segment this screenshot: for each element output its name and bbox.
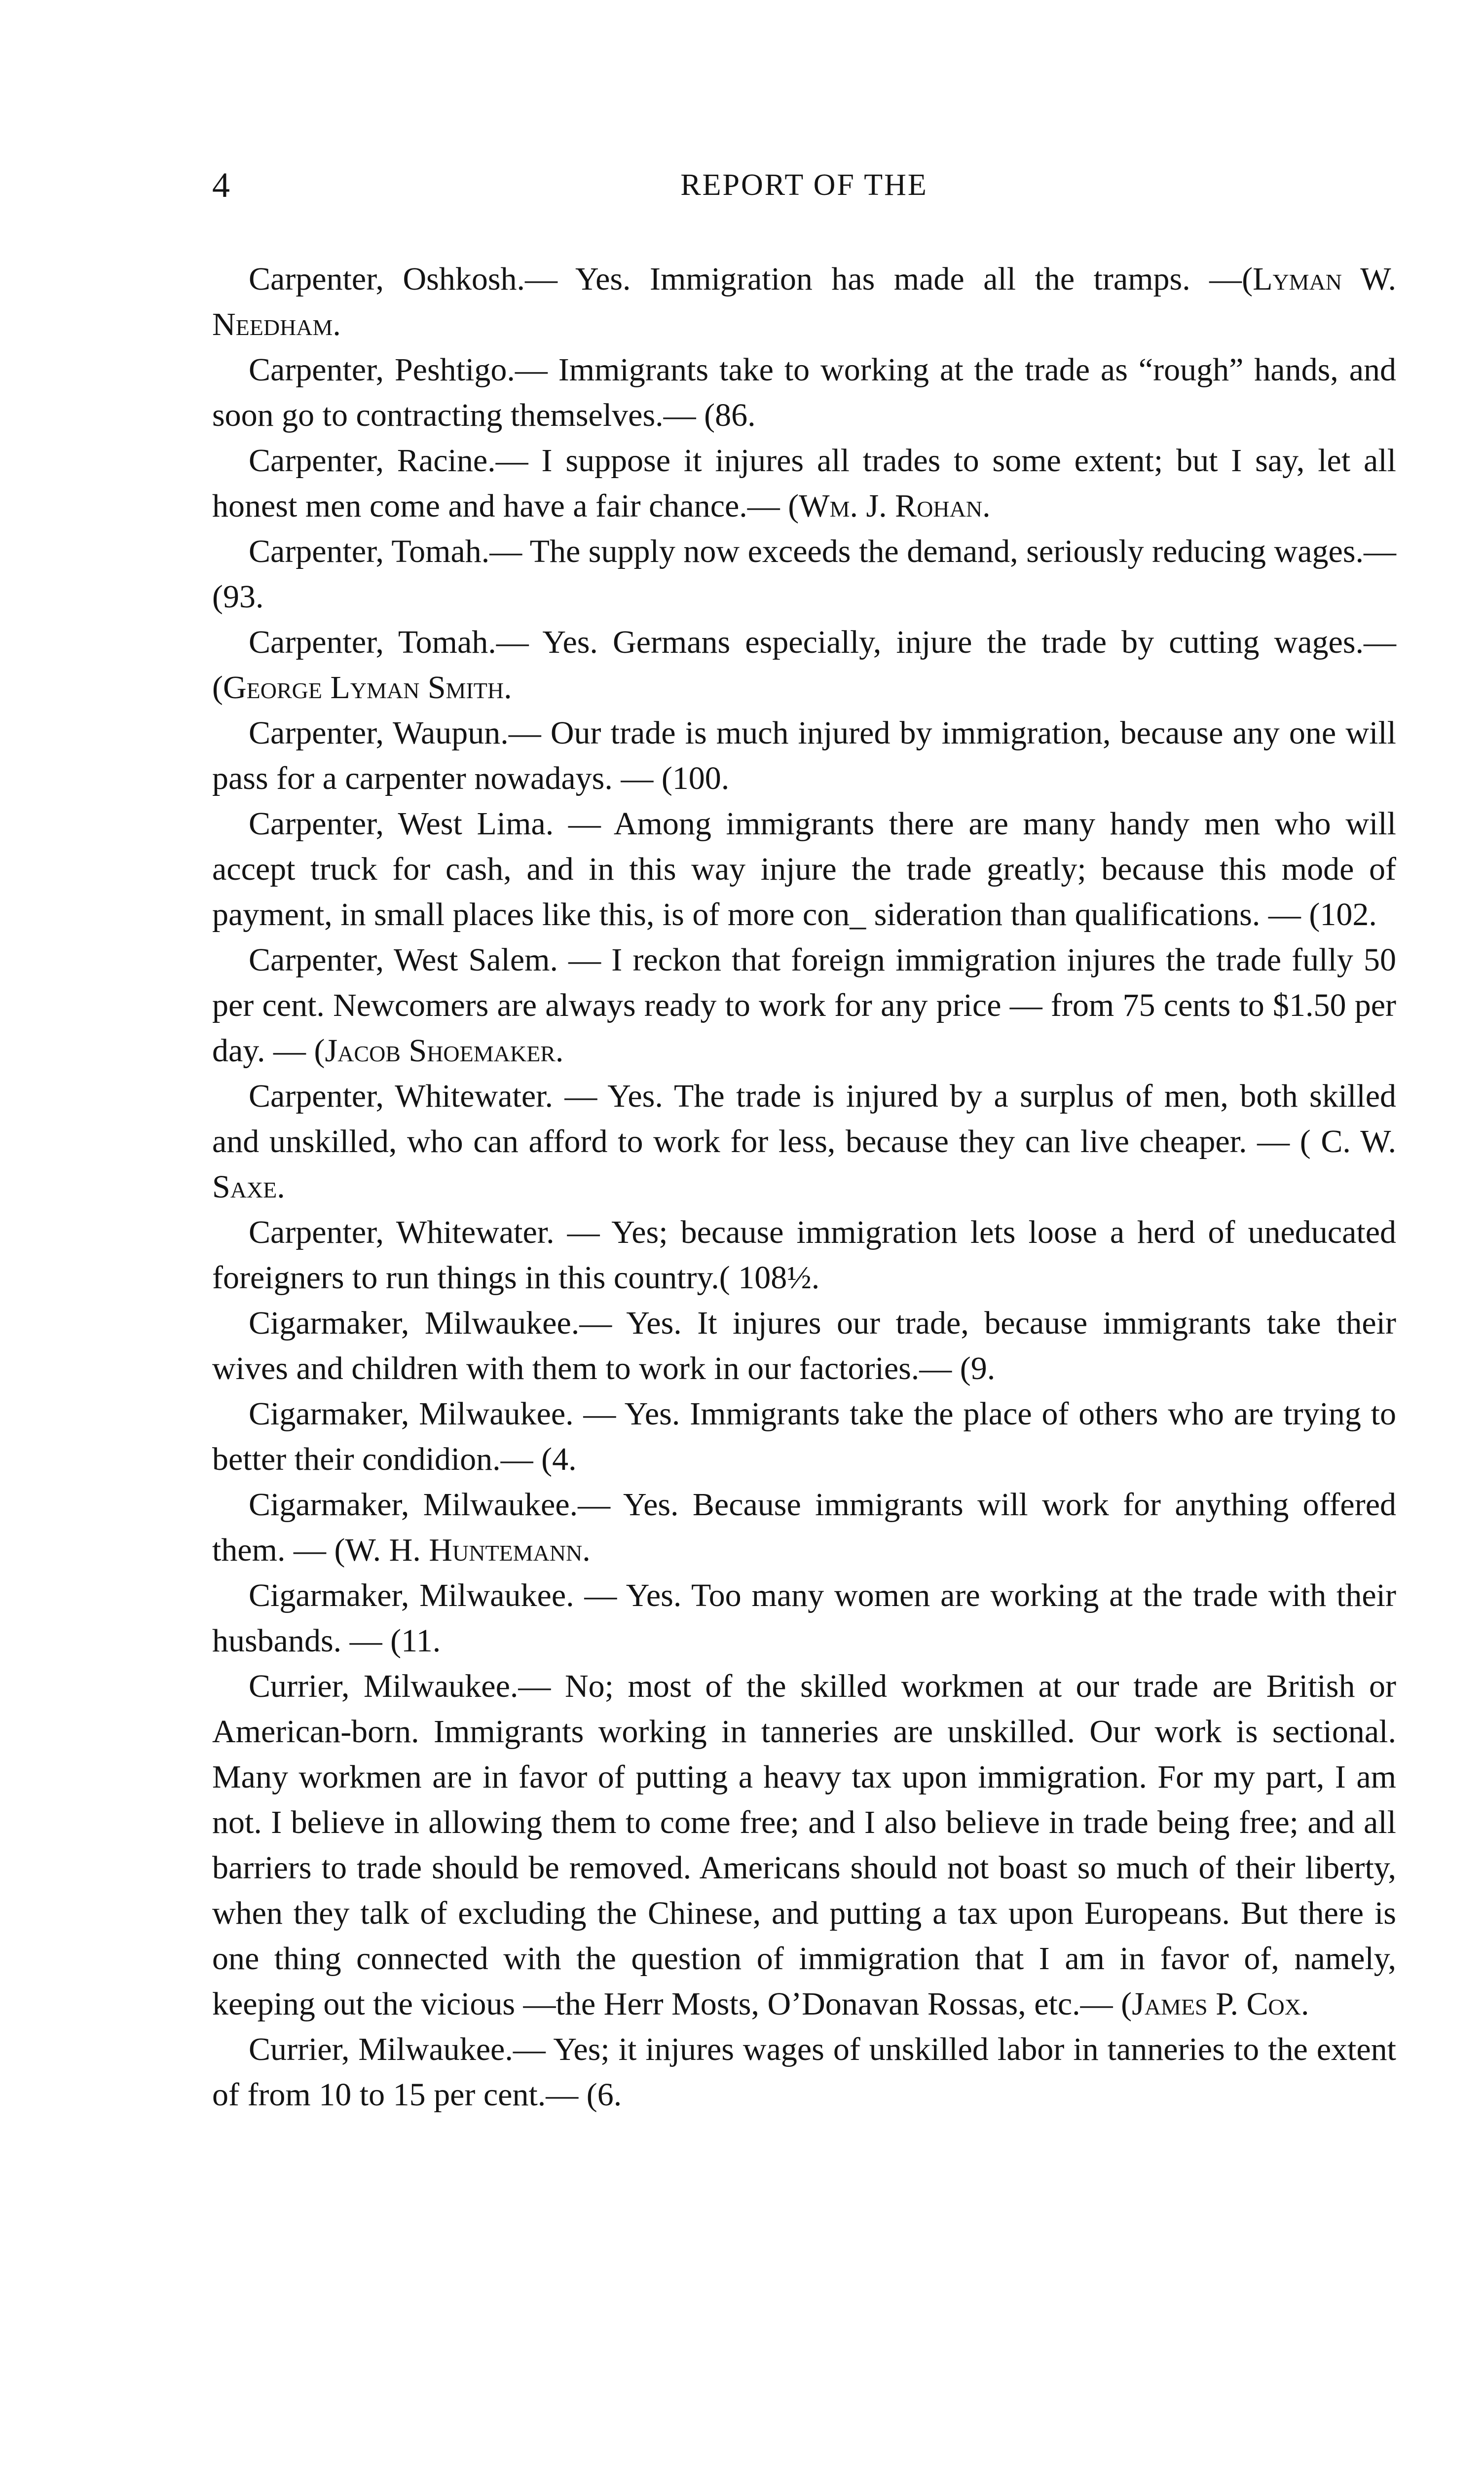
entry-text: Carpenter, Tomah.— The supply now exceeds the demand, seriously reducing wages.—(93. xyxy=(212,533,1396,615)
entry-cigarmaker-milwaukee-3 xyxy=(212,1482,1396,1573)
entry-carpenter-whitewater-2 xyxy=(212,1210,1396,1301)
entry-cigarmaker-milwaukee-2 xyxy=(212,1391,1396,1482)
entry-carpenter-tomah-1 xyxy=(212,529,1396,620)
entry-text: Carpenter, Tomah.— Yes. Germans especially, injure the trade by cutting wages.— ( xyxy=(212,624,1396,706)
page-header xyxy=(212,163,1396,207)
entry-text: Cigarmaker, Milwaukee.— Yes. It injures our trade, because immigrants take their wives and children with them to work in our factories.— (9. xyxy=(212,1305,1396,1386)
entry-text: Carpenter, Whitewater. — Yes; because immigration lets loose a herd of uneducated foreigners to run things in this country.( 108½. xyxy=(212,1214,1396,1296)
entry-currier-milwaukee-2 xyxy=(212,2027,1396,2118)
entry-carpenter-west-salem xyxy=(212,937,1396,1074)
entry-text: Carpenter, Waupun.— Our trade is much injured by immigration, because any one will pass for a carpenter nowadays. — (100. xyxy=(212,715,1396,796)
body-text xyxy=(212,257,1396,2118)
entry-text: Cigarmaker, Milwaukee. — Yes. Too many women are working at the trade with their husbands. — (11. xyxy=(212,1577,1396,1659)
entry-text: Carpenter, West Salem. — I reckon that foreign immigration injures the trade fully 50 per cent. Newcomers are always ready to work for any price — from 75 cents to $1.50 per day. — ( xyxy=(212,942,1396,1069)
entry-currier-milwaukee-1 xyxy=(212,1664,1396,2027)
entry-text: Cigarmaker, Milwaukee.— Yes. Because immigrants will work for anything offered them. — (W. H. xyxy=(212,1487,1396,1568)
entry-signature: George Lyman Smith. xyxy=(223,670,512,706)
entry-carpenter-waupun xyxy=(212,710,1396,801)
running-head: REPORT OF THE xyxy=(680,168,928,202)
entry-signature: Wm. J. Rohan. xyxy=(799,488,991,524)
entry-signature: James P. Cox. xyxy=(1132,1986,1309,2022)
entry-carpenter-peshtigo xyxy=(212,347,1396,438)
entry-text: Carpenter, Oshkosh.— Yes. Immigration has made all the tramps. —( xyxy=(249,261,1253,297)
entry-text: Currier, Milwaukee.— Yes; it injures wages of unskilled labor in tanneries to the extent of from 10 to 15 per cent.— (6. xyxy=(212,2031,1396,2113)
entry-text: Carpenter, Racine.— I suppose it injures all trades to some extent; but I say, let all honest men come and have a fair chance.— ( xyxy=(212,443,1396,524)
entry-signature: Jacob Shoemaker. xyxy=(325,1033,564,1069)
entry-text: Cigarmaker, Milwaukee. — Yes. Immigrants take the place of others who are trying to better their condidion.— (4. xyxy=(212,1396,1396,1477)
entry-text: Carpenter, Peshtigo.— Immigrants take to working at the trade as “rough” hands, and soon go to contracting themselves.— (86. xyxy=(212,352,1396,433)
entry-signature: Lyman W. Needham. xyxy=(212,261,1396,342)
entry-carpenter-racine xyxy=(212,438,1396,529)
entry-cigarmaker-milwaukee-1 xyxy=(212,1301,1396,1391)
entry-carpenter-tomah-2 xyxy=(212,620,1396,710)
entry-text: Carpenter, West Lima. — Among immigrants there are many handy men who will accept truck for cash, and in this way injure the trade greatly; because this mode of payment, in small places like this, is of more con_ sideration than qualifications. — (102. xyxy=(212,806,1396,933)
entry-cigarmaker-milwaukee-4 xyxy=(212,1573,1396,1664)
page-number: 4 xyxy=(212,165,230,205)
entry-carpenter-west-lima xyxy=(212,801,1396,937)
entry-signature: Huntemann. xyxy=(429,1532,591,1568)
entry-text: Currier, Milwaukee.— No; most of the skilled workmen at our trade are British or American-born. Immigrants working in tanneries are unskilled. Our work is sectional. Many workmen are in favor of putting a heavy tax upon immigration. For my part, I am not. I believe in allowing them to come free; and I also believe in trade being free; and all barriers to trade should be removed. Americans should not boast so much of their liberty, when they talk of excluding the Chinese, and putting a tax upon Europeans. But there is one thing connected with the question of immigration that I am in favor of, namely, keeping out the vicious —the Herr Mosts, O’Donavan Rossas, etc.— ( xyxy=(212,1668,1396,2022)
entry-signature: Saxe. xyxy=(212,1169,285,1205)
entry-carpenter-whitewater-1 xyxy=(212,1074,1396,1210)
entry-text: Carpenter, Whitewater. — Yes. The trade is injured by a surplus of men, both skilled and unskilled, who can afford to work for less, because they can live cheaper. — ( C. W. xyxy=(212,1078,1396,1159)
entry-carpenter-oshkosh xyxy=(212,257,1396,347)
